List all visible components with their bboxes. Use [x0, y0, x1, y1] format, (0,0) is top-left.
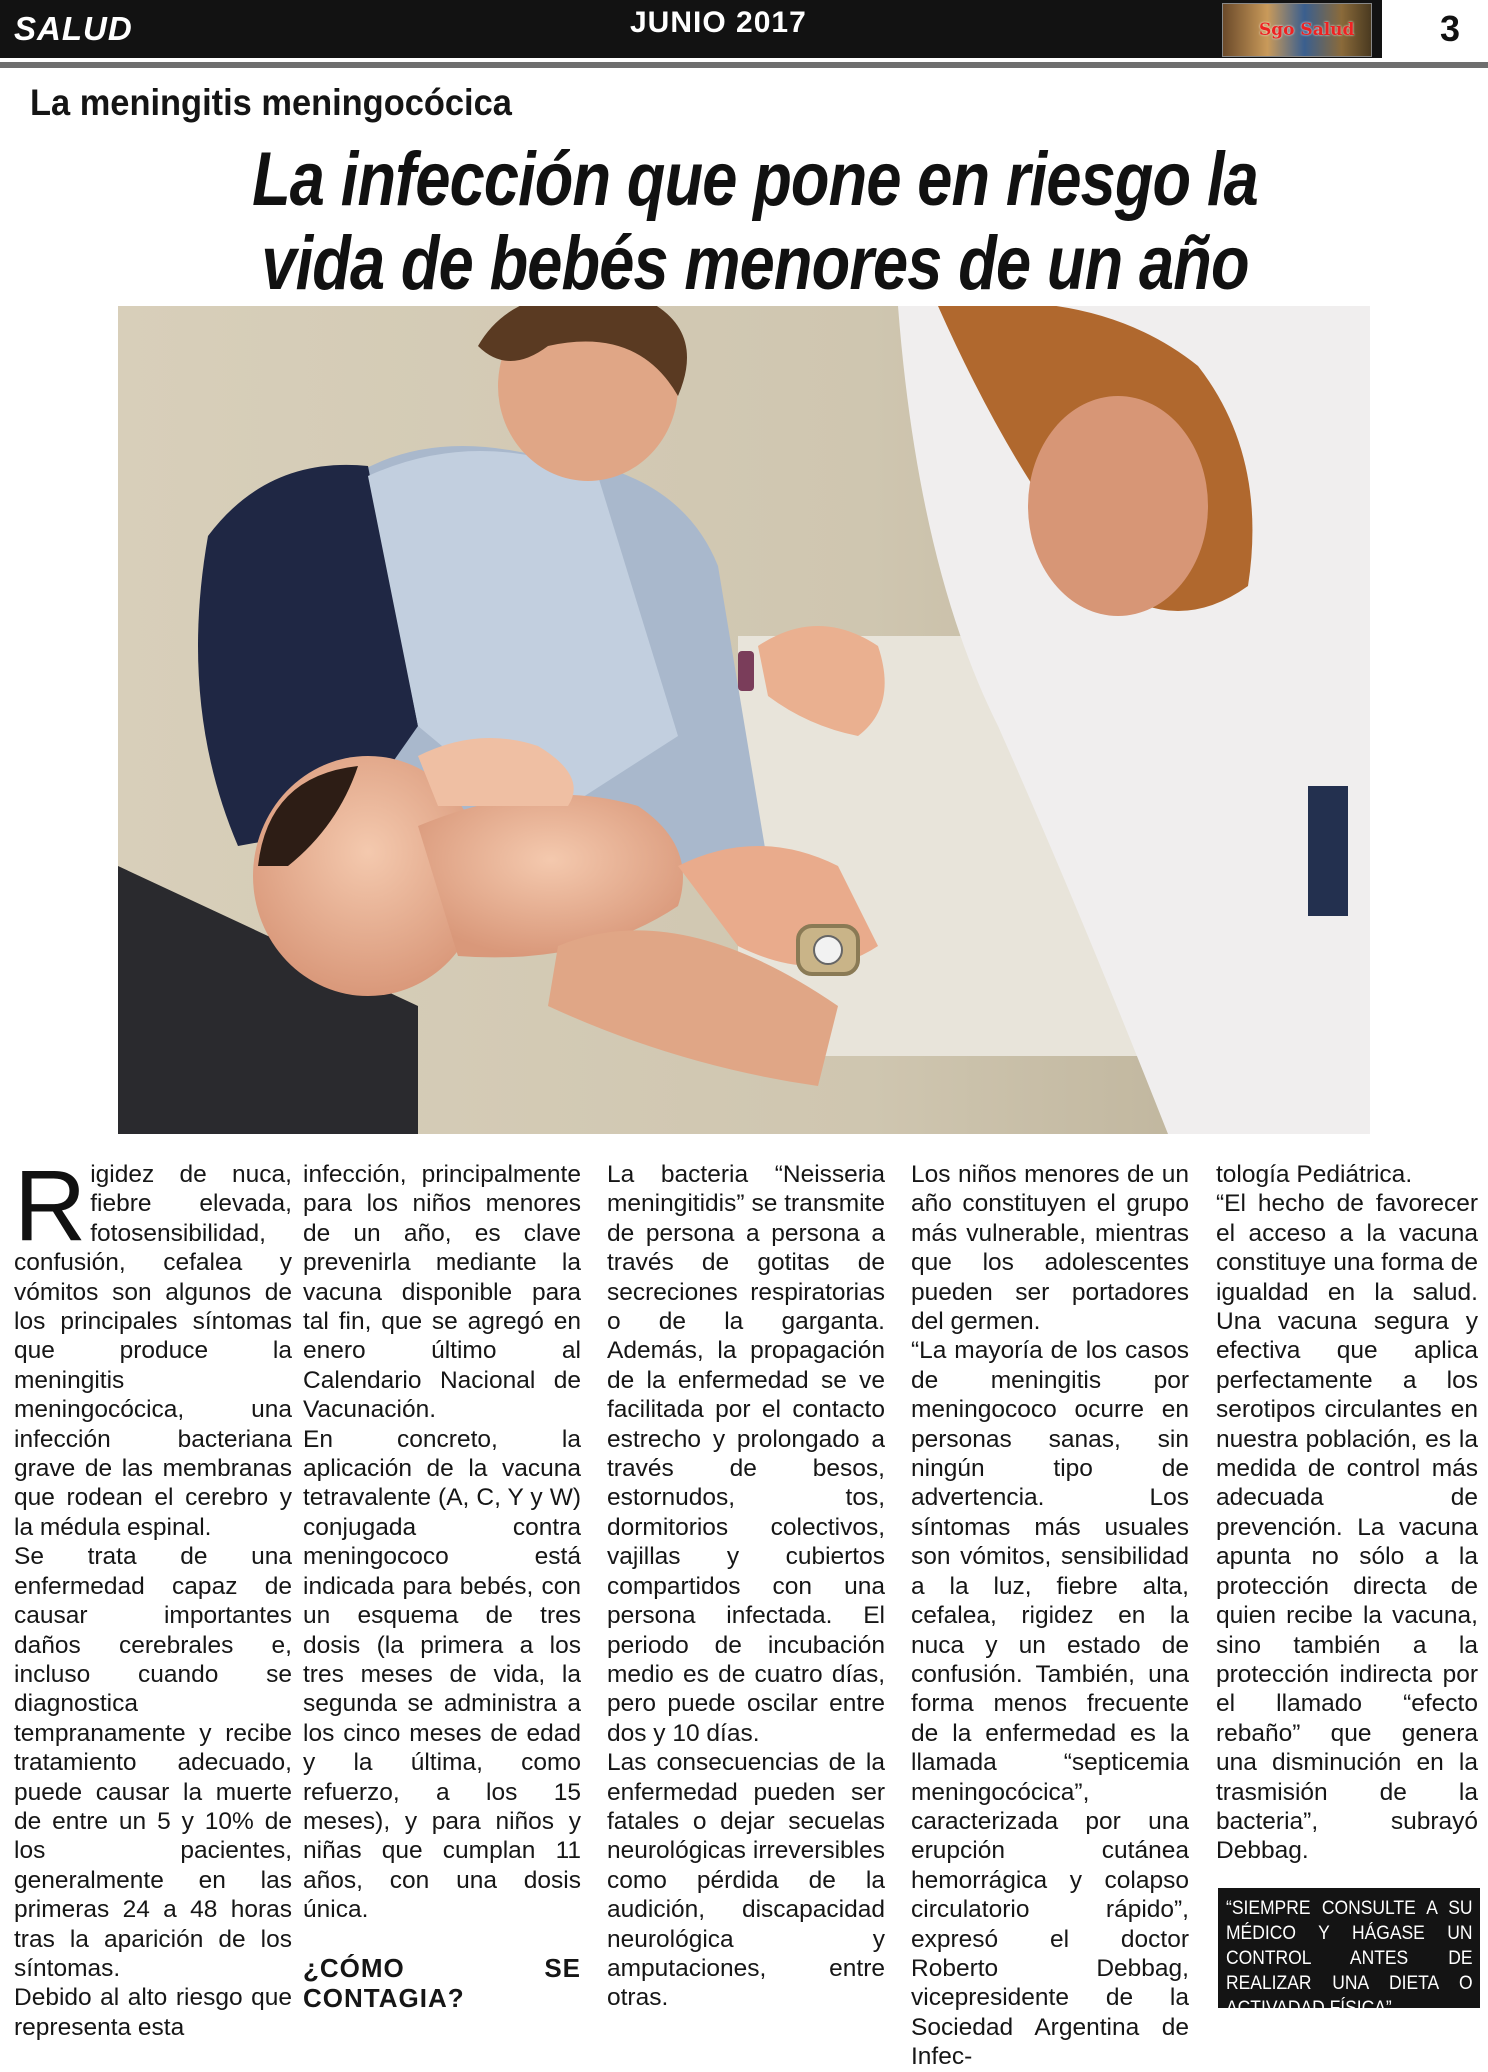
paragraph: Se trata de una enfermedad capaz de causar importantes daños cerebrales e, incluso cuando se diagnostica tempranamente y recibe tratamiento adecuado, puede causar la muerte de entre un 5 y 10% de los pacientes, generalmente en las primeras 24 a 48 horas tras la aparición de los síntomas. [14, 1543, 292, 1982]
section-name: SALUD [14, 10, 133, 47]
paragraph: La bacteria “Neisseria meningitidis” se transmite de persona a persona a través de gotitas de secreciones respiratorias o de la garganta. Además, la propagación de la enfermedad se ve facilitada por el contacto estrecho y prolongado a través de besos, estornudos, tos, dormitorios colectivos, vajillas y cubiertos compartidos con una persona infectada. El periodo de incubación medio es de cuatro días, pero puede oscilar entre dos y 10 días. [607, 1161, 885, 1747]
paragraph: infección, principalmente para los niños menores de un año, es clave prevenirla mediante la vacuna disponible para tal fin, que se agregó en enero último al Calendario Nacional de Vacunación. [303, 1161, 581, 1424]
paragraph: Debido al alto riesgo que representa esta [14, 1984, 292, 2041]
headline-line-1: La infección que pone en riesgo la [252, 137, 1258, 222]
section-subhead: ¿CÓMO SE CONTAGIA? [303, 1952, 581, 2013]
page-number: 3 [1440, 8, 1461, 49]
headline-line-2: vida de bebés menores de un año [261, 221, 1249, 306]
callout-text: “SIEMPRE CONSULTE A SU MÉDICO Y HÁGASE UN CONTROL ANTES DE REALIZAR UNA DIETA O ACTIVADAD FÍSICA” [1226, 1898, 1473, 2019]
drop-cap: R [14, 1150, 87, 1262]
page-number-box [1382, 0, 1488, 58]
body-column-2 [303, 1160, 581, 2013]
logo-text: Sgo Salud [1259, 20, 1355, 40]
paragraph: Los niños menores de un año constituyen el grupo más vulnerable, mientras que los adolescentes pueden ser portadores del germen. [911, 1161, 1189, 1336]
article-kicker: La meningitis meningocócica [30, 82, 512, 123]
paragraph: igidez de nuca, fiebre elevada, fotosensibilidad, confusión, cefalea y vómitos son algunos de los principales síntomas que produce la meningitis meningocócica, una infección bacteriana grave de las membranas que rodean el cerebro y la médula espinal. [14, 1161, 292, 1541]
paragraph: tología Pediátrica. [1216, 1161, 1413, 1188]
issue-date: JUNIO 2017 [630, 6, 807, 39]
article-photo [118, 306, 1370, 1134]
article-headline [236, 138, 1274, 306]
body-column-1 [14, 1150, 292, 2042]
paragraph: “El hecho de favorecer el acceso a la vacuna constituye una forma de igualdad en la salud. Una vacuna segura y efectiva que aplica perfectamente a los serotipos circulantes en nuestra población, es la medida de control más adecuada de prevención. La vacuna apunta no sólo a la protección directa de quien recibe la vacuna, sino también a la protección indirecta por el llamado “efecto rebaño” que genera una disminución en la trasmisión de la bacteria”, subrayó Debbag. [1216, 1190, 1478, 1865]
health-callout-box [1218, 1888, 1480, 2019]
publication-logo [1222, 3, 1372, 57]
body-column-5 [1216, 1160, 1478, 1866]
paragraph: Las consecuencias de la enfermedad pueden ser fatales o dejar secuelas neurológicas irreversibles como pérdida de la audición, discapacidad neurológica y amputaciones, entre otras. [607, 1749, 885, 2012]
paragraph: “La mayoría de los casos de meningitis por meningococo ocurre en personas sanas, sin ningún tipo de advertencia. Los síntomas más usuales son vómitos, sensibilidad a la luz, fiebre alta, cefalea, rigidez en la nuca y un estado de confusión. También, una forma menos frecuente de la enfermedad es la llamada “septicemia meningocócica”, caracterizada por una erupción cutánea hemorrágica y colapso circulatorio rápido”, expresó el doctor Roberto Debbag, vicepresidente de la Sociedad Argentina de Infec- [911, 1337, 1189, 2071]
paragraph: En concreto, la aplicación de la vacuna tetravalente (A, C, Y y W) conjugada contra meningococo está indicada para bebés, con un esquema de tres dosis (la primera a los tres meses de vida, la segunda se administra a los cinco meses de edad y la última, como refuerzo, a los 15 meses), y para niños y niñas que cumplan 11 años, con una dosis única. [303, 1425, 581, 1924]
body-column-3 [607, 1160, 885, 2013]
header-rule [0, 62, 1488, 68]
body-column-4 [911, 1160, 1189, 2072]
